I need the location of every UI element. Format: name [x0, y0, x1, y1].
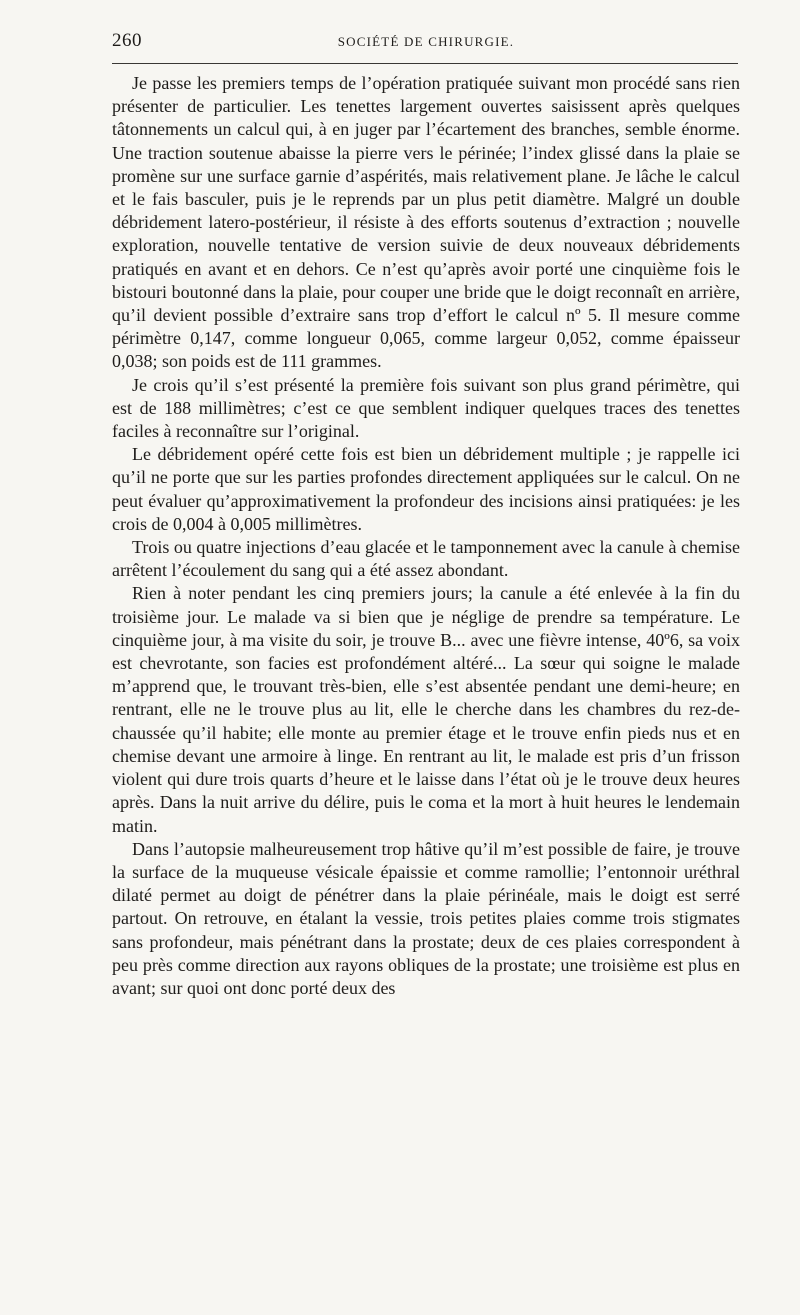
page-header	[112, 30, 740, 56]
paragraph-perimeter: Je crois qu’il s’est présenté la première fois suivant son plus grand périmètre, qui est de 188 millimètres; c’est ce que semblent indiquer quelques traces des tenettes faciles à reconnaître sur l’original.	[112, 374, 740, 442]
paragraph-postoperative: Rien à noter pendant les cinq premiers jours; la canule a été enlevée à la fin du troisième jour. Le malade va si bien que je néglige de prendre sa température. Le cinquième jour, à ma visite du soir, je trouve B... avec une fièvre intense, 40º6, sa voix est chevrotante, son facies est profondément altéré... La sœur qui soigne le malade m’apprend que, le trouvant très-bien, elle s’est absentée pendant une demi-heure; en rentrant, elle ne le trouve plus au lit, elle le cherche dans les chambres du rez-de-chaussée qu’il habite; elle monte au premier étage et le trouve enfin pieds nus et en chemise devant une armoire à linge. En rentrant au lit, le malade est pris d’un frisson violent qui dure trois quarts d’heure et le laisse dans l’état où je le trouve deux heures après. Dans la nuit arrive du délire, puis le coma et la mort à huit heures le lendemain matin.	[112, 583, 740, 836]
paragraph-debridement: Le débridement opéré cette fois est bien un débridement multiple ; je rappelle ici qu’il ne porte que sur les parties profondes directement appliquées sur le calcul. On ne peut évaluer qu’approximativement la profondeur des incisions ainsi pratiquées: je les crois de 0,004 à 0,005 millimètres.	[112, 444, 740, 534]
paragraph-injections: Trois ou quatre injections d’eau glacée et le tamponnement avec la canule à chemise arrêtent l’écoulement du sang qui a été assez abondant.	[112, 537, 740, 581]
paragraph-operation: Je passe les premiers temps de l’opération pratiquée suivant mon procédé sans rien présenter de particulier. Les tenettes largement ouvertes saisissent après quelques tâtonnements un calcul qui, à en juger par l’écartement des branches, semble énorme. Une traction soutenue abaisse la pierre vers le périnée; l’index glissé dans la plaie se promène sur une surface garnie d’aspérités, mais relativement plane. Je lâche le calcul et le fais basculer, puis je le reprends par un plus petit diamètre. Malgré un double débridement latero-postérieur, il résiste à des efforts soutenus d’extraction ; nouvelle exploration, nouvelle tentative de version suivie de deux nouveaux débridements pratiqués en avant et en dehors. Ce n’est qu’après avoir porté une cinquième fois le bistouri boutonné dans la plaie, pour couper une bride que le doigt reconnaît en arrière, qu’il devient possible d’extraire sans trop d’effort le calcul nº 5. Il mesure comme périmètre 0,147, comme longueur 0,065, comme largeur 0,052, comme épaisseur 0,038; son poids est de 111 grammes.	[112, 73, 740, 372]
header-rule	[112, 63, 738, 64]
body-text	[112, 72, 740, 1000]
paragraph-autopsy: Dans l’autopsie malheureusement trop hâtive qu’il m’est possible de faire, je trouve la surface de la muqueuse vésicale épaissie et comme ramollie; l’entonnoir uréthral dilaté permet au doigt de pénétrer dans la plaie périnéale, mais le doigt est serré partout. On retrouve, en étalant la vessie, trois petites plaies comme trois stigmates sans profondeur, mais pénétrant dans la prostate; deux de ces plaies correspondent à peu près comme direction aux rayons obliques de la prostate; une troisième est plus en avant; sur quoi ont donc porté deux des	[112, 838, 740, 998]
page-number: 260	[112, 30, 142, 51]
running-head: SOCIÉTÉ DE CHIRURGIE.	[337, 34, 515, 49]
